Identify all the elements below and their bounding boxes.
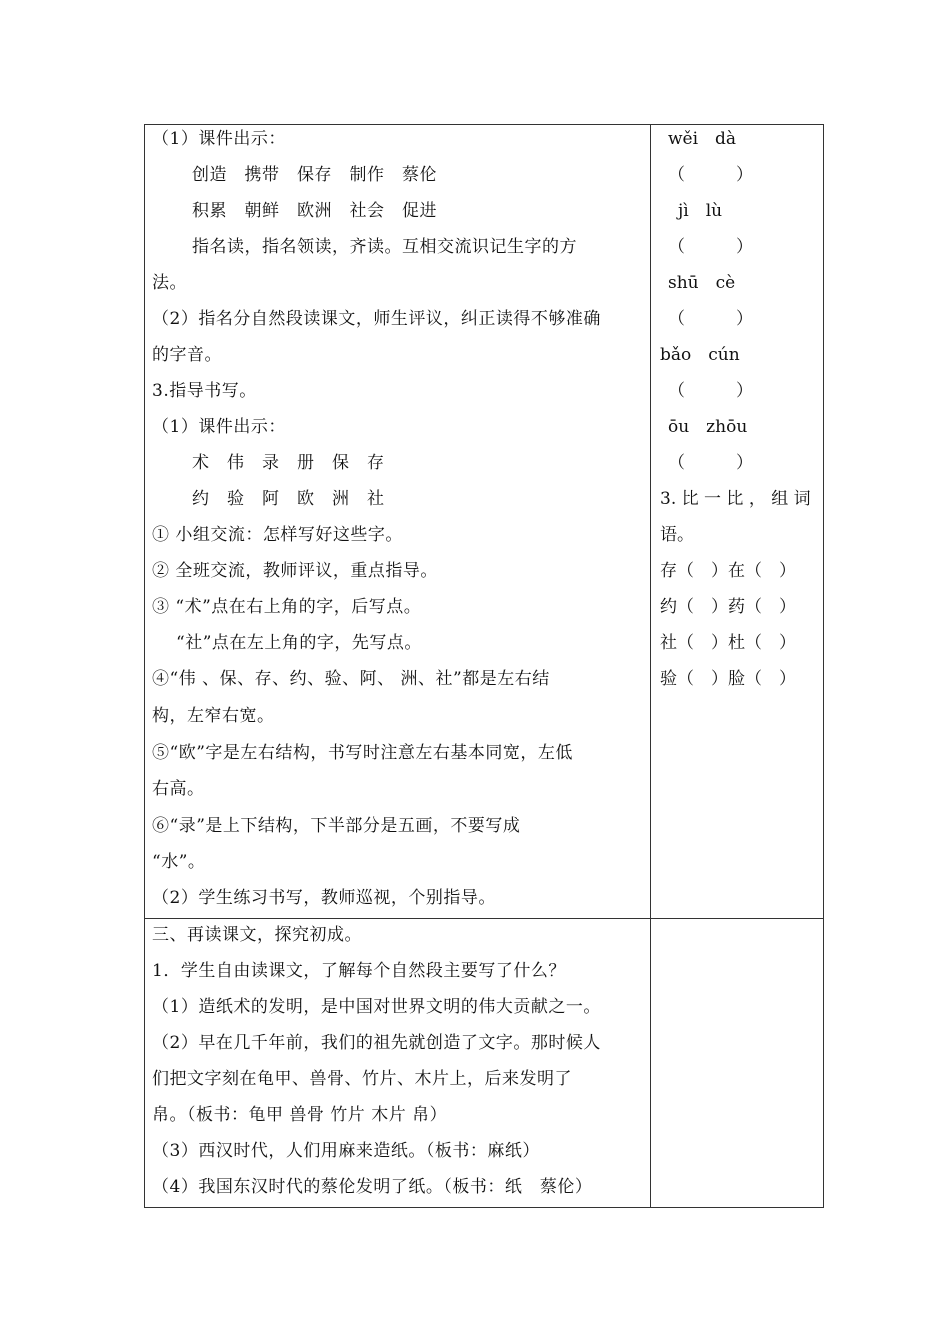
text-line: 三、再读课文，探究初成。 — [152, 925, 362, 945]
compare-line: 验（ ）脸（ ） — [660, 669, 796, 689]
blank-parens: （ ） — [668, 309, 753, 329]
text-line: 创造 携带 保存 制作 蔡伦 — [192, 165, 437, 185]
text-line: 指名读，指名领读，齐读。互相交流识记生字的方 — [192, 237, 577, 257]
compare-line: 约（ ）药（ ） — [660, 597, 796, 617]
blank-parens: （ ） — [668, 165, 753, 185]
text-line: （2）早在几千年前，我们的祖先就创造了文字。那时候人 — [152, 1033, 601, 1053]
pinyin-line: jì lù — [678, 201, 723, 221]
text-line: 们把文字刻在龟甲、兽骨、竹片、木片上，后来发明了 — [152, 1069, 572, 1089]
text-line: ④“伟 、保、存、约、验、阿、 洲、社”都是左右结 — [152, 669, 550, 689]
compare-line: 社（ ）杜（ ） — [660, 633, 796, 653]
text-line: 术 伟 录 册 保 存 — [192, 453, 385, 473]
text-line: （1）造纸术的发明，是中国对世界文明的伟大贡献之一。 — [152, 997, 601, 1017]
text-line: （1）课件出示： — [152, 417, 286, 437]
pinyin-line: ōu zhōu — [668, 417, 748, 437]
text-line: “社”点在左上角的字，先写点。 — [176, 633, 422, 653]
text-line: 1．学生自由读课文，了解每个自然段主要写了什么？ — [152, 961, 566, 981]
blank-parens: （ ） — [668, 453, 753, 473]
text-line: 帛。（板书：龟甲 兽骨 竹片 木片 帛） — [152, 1105, 448, 1125]
blank-parens: （ ） — [668, 237, 753, 257]
text-line: ③ “术”点在右上角的字，后写点。 — [152, 597, 422, 617]
compare-line: 存（ ）在（ ） — [660, 561, 796, 581]
pinyin-line: shū cè — [668, 273, 736, 293]
text-line: “水”。 — [152, 852, 206, 872]
text-line: 3.指导书写。 — [152, 381, 257, 401]
blank-parens: （ ） — [668, 381, 753, 401]
exercise-heading: 3. 比 一 比 ， 组 词 — [660, 489, 811, 509]
pinyin-line: bǎo cún — [660, 345, 740, 365]
text-line: ⑥“录”是上下结构，下半部分是五画，不要写成 — [152, 816, 521, 836]
pinyin-line: wěi dà — [668, 129, 737, 149]
column-divider — [650, 124, 651, 1208]
text-line: ① 小组交流：怎样写好这些字。 — [152, 525, 403, 545]
text-line: 构，左窄右宽。 — [152, 706, 275, 726]
text-line: 右高。 — [152, 779, 205, 799]
text-line: ⑤“欧”字是左右结构，书写时注意左右基本同宽，左低 — [152, 743, 573, 763]
text-line: （2）指名分自然段读课文，师生评议，纠正读得不够准确 — [152, 309, 601, 329]
text-line: （4）我国东汉时代的蔡伦发明了纸。（板书：纸 蔡伦） — [152, 1177, 593, 1197]
text-line: （2）学生练习书写，教师巡视，个别指导。 — [152, 888, 496, 908]
text-line: （1）课件出示： — [152, 129, 286, 149]
text-line: ② 全班交流，教师评议，重点指导。 — [152, 561, 438, 581]
text-line: 约 验 阿 欧 洲 社 — [192, 489, 385, 509]
text-line: （3）西汉时代，人们用麻来造纸。（板书：麻纸） — [152, 1141, 540, 1161]
text-line: 积累 朝鲜 欧洲 社会 促进 — [192, 201, 437, 221]
row-divider — [144, 918, 824, 919]
text-line: 法。 — [152, 273, 187, 293]
exercise-heading: 语。 — [660, 525, 694, 545]
text-line: 的字音。 — [152, 345, 222, 365]
